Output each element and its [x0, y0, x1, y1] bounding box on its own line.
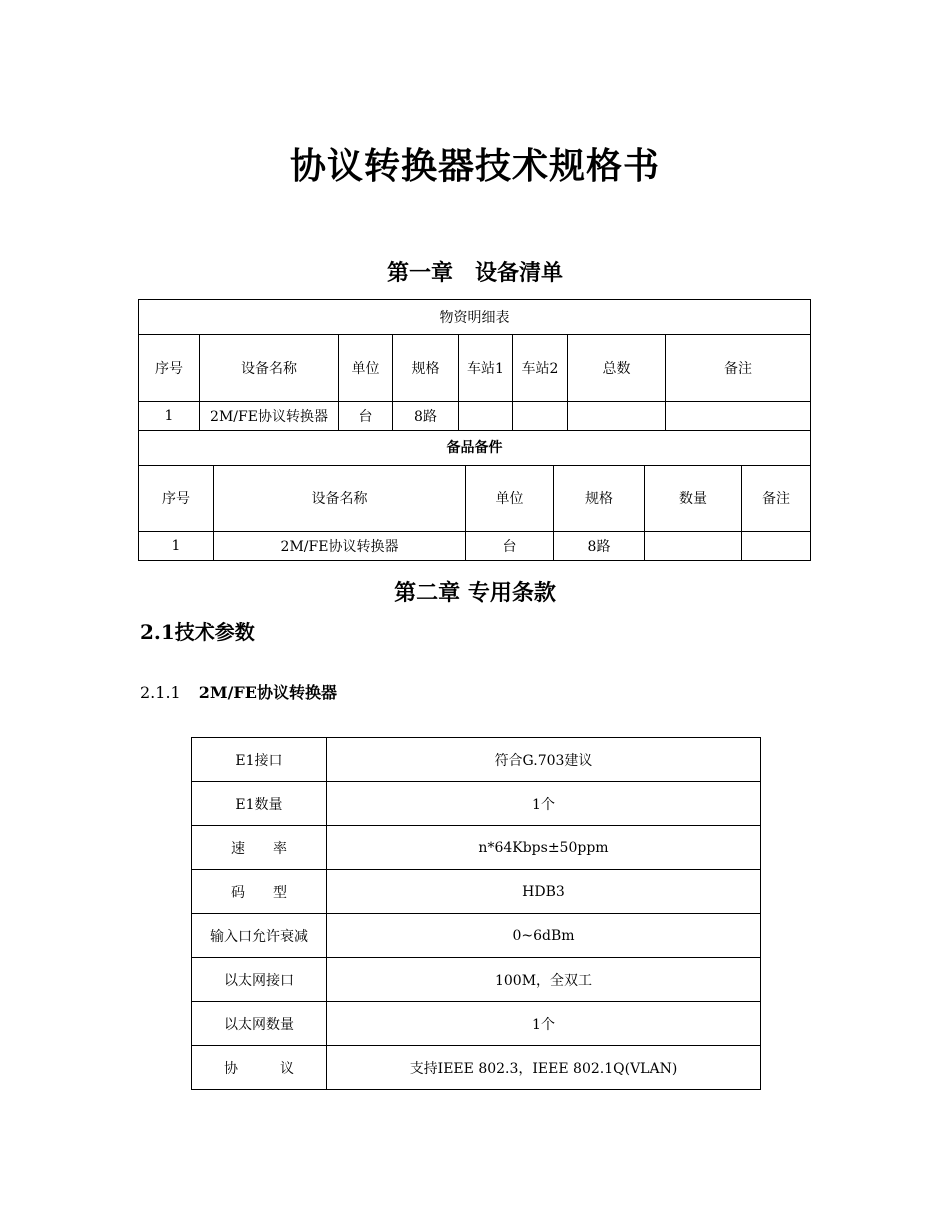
param-value: 支持IEEE 802.3，IEEE 802.1Q(VLAN): [327, 1046, 761, 1090]
table-cell: 1: [139, 531, 214, 560]
param-value: 0~6dBm: [327, 914, 761, 958]
table-cell: 台: [466, 531, 554, 560]
param-value: HDB3: [327, 870, 761, 914]
table-cell: 1: [139, 402, 200, 431]
table-cell: [666, 402, 811, 431]
table-row: [192, 782, 761, 826]
header-cell: 备注: [742, 465, 811, 531]
param-value: 1个: [327, 1002, 761, 1046]
param-name: 速 率: [192, 826, 327, 870]
table-row: [192, 1046, 761, 1090]
table-row: [192, 914, 761, 958]
header-cell: 数量: [645, 465, 742, 531]
subsection-number: 2.1.1: [140, 683, 181, 702]
param-value: 符合G.703建议: [327, 738, 761, 782]
param-value: 1个: [327, 782, 761, 826]
header-cell: 规格: [554, 465, 645, 531]
subsection-name: 2M/FE协议转换器: [198, 683, 337, 702]
table-cell: 台: [339, 402, 393, 431]
param-name: E1数量: [192, 782, 327, 826]
header-cell: 单位: [466, 465, 554, 531]
table-row: [192, 870, 761, 914]
table-cell: 2M/FE协议转换器: [200, 402, 339, 431]
table-row: [192, 958, 761, 1002]
header-cell: 设备名称: [214, 465, 466, 531]
param-name: E1接口: [192, 738, 327, 782]
subsection-title: [140, 680, 337, 703]
header-cell: 设备名称: [200, 335, 339, 402]
param-name: 协 议: [192, 1046, 327, 1090]
table-cell: 8路: [393, 402, 459, 431]
header-cell: 总数: [568, 335, 666, 402]
table-cell: [568, 402, 666, 431]
header-cell: 序号: [139, 335, 200, 402]
chapter-2-title: 第二章 专用条款: [394, 580, 556, 606]
table-header-row: [139, 465, 811, 531]
param-name: 以太网数量: [192, 1002, 327, 1046]
header-cell: 备注: [666, 335, 811, 402]
param-name: 码 型: [192, 870, 327, 914]
header-cell: 规格: [393, 335, 459, 402]
table-row: [192, 826, 761, 870]
header-cell: 车站2: [513, 335, 568, 402]
table-header-row: [139, 335, 811, 402]
table-row: [139, 531, 811, 560]
param-name: 以太网接口: [192, 958, 327, 1002]
materials-table: [138, 299, 811, 431]
spares-table: [138, 430, 811, 561]
document-title: 协议转换器技术规格书: [289, 145, 660, 187]
table-cell: [459, 402, 513, 431]
table-cell: [742, 531, 811, 560]
param-value: n*64Kbps±50ppm: [327, 826, 761, 870]
table-row: [192, 1002, 761, 1046]
header-cell: 车站1: [459, 335, 513, 402]
table-row: [192, 738, 761, 782]
param-value: 100M，全双工: [327, 958, 761, 1002]
section-title: 2.1技术参数: [140, 620, 255, 644]
params-table: [191, 737, 761, 1090]
chapter-1-title: 第一章 设备清单: [386, 260, 563, 286]
spares-table-caption: 备品备件: [139, 430, 811, 465]
materials-table-caption: 物资明细表: [139, 300, 811, 335]
header-cell: 序号: [139, 465, 214, 531]
table-row: [139, 402, 811, 431]
table-cell: 8路: [554, 531, 645, 560]
header-cell: 单位: [339, 335, 393, 402]
table-cell: [645, 531, 742, 560]
table-cell: 2M/FE协议转换器: [214, 531, 466, 560]
param-name: 输入口允许衰减: [192, 914, 327, 958]
table-cell: [513, 402, 568, 431]
